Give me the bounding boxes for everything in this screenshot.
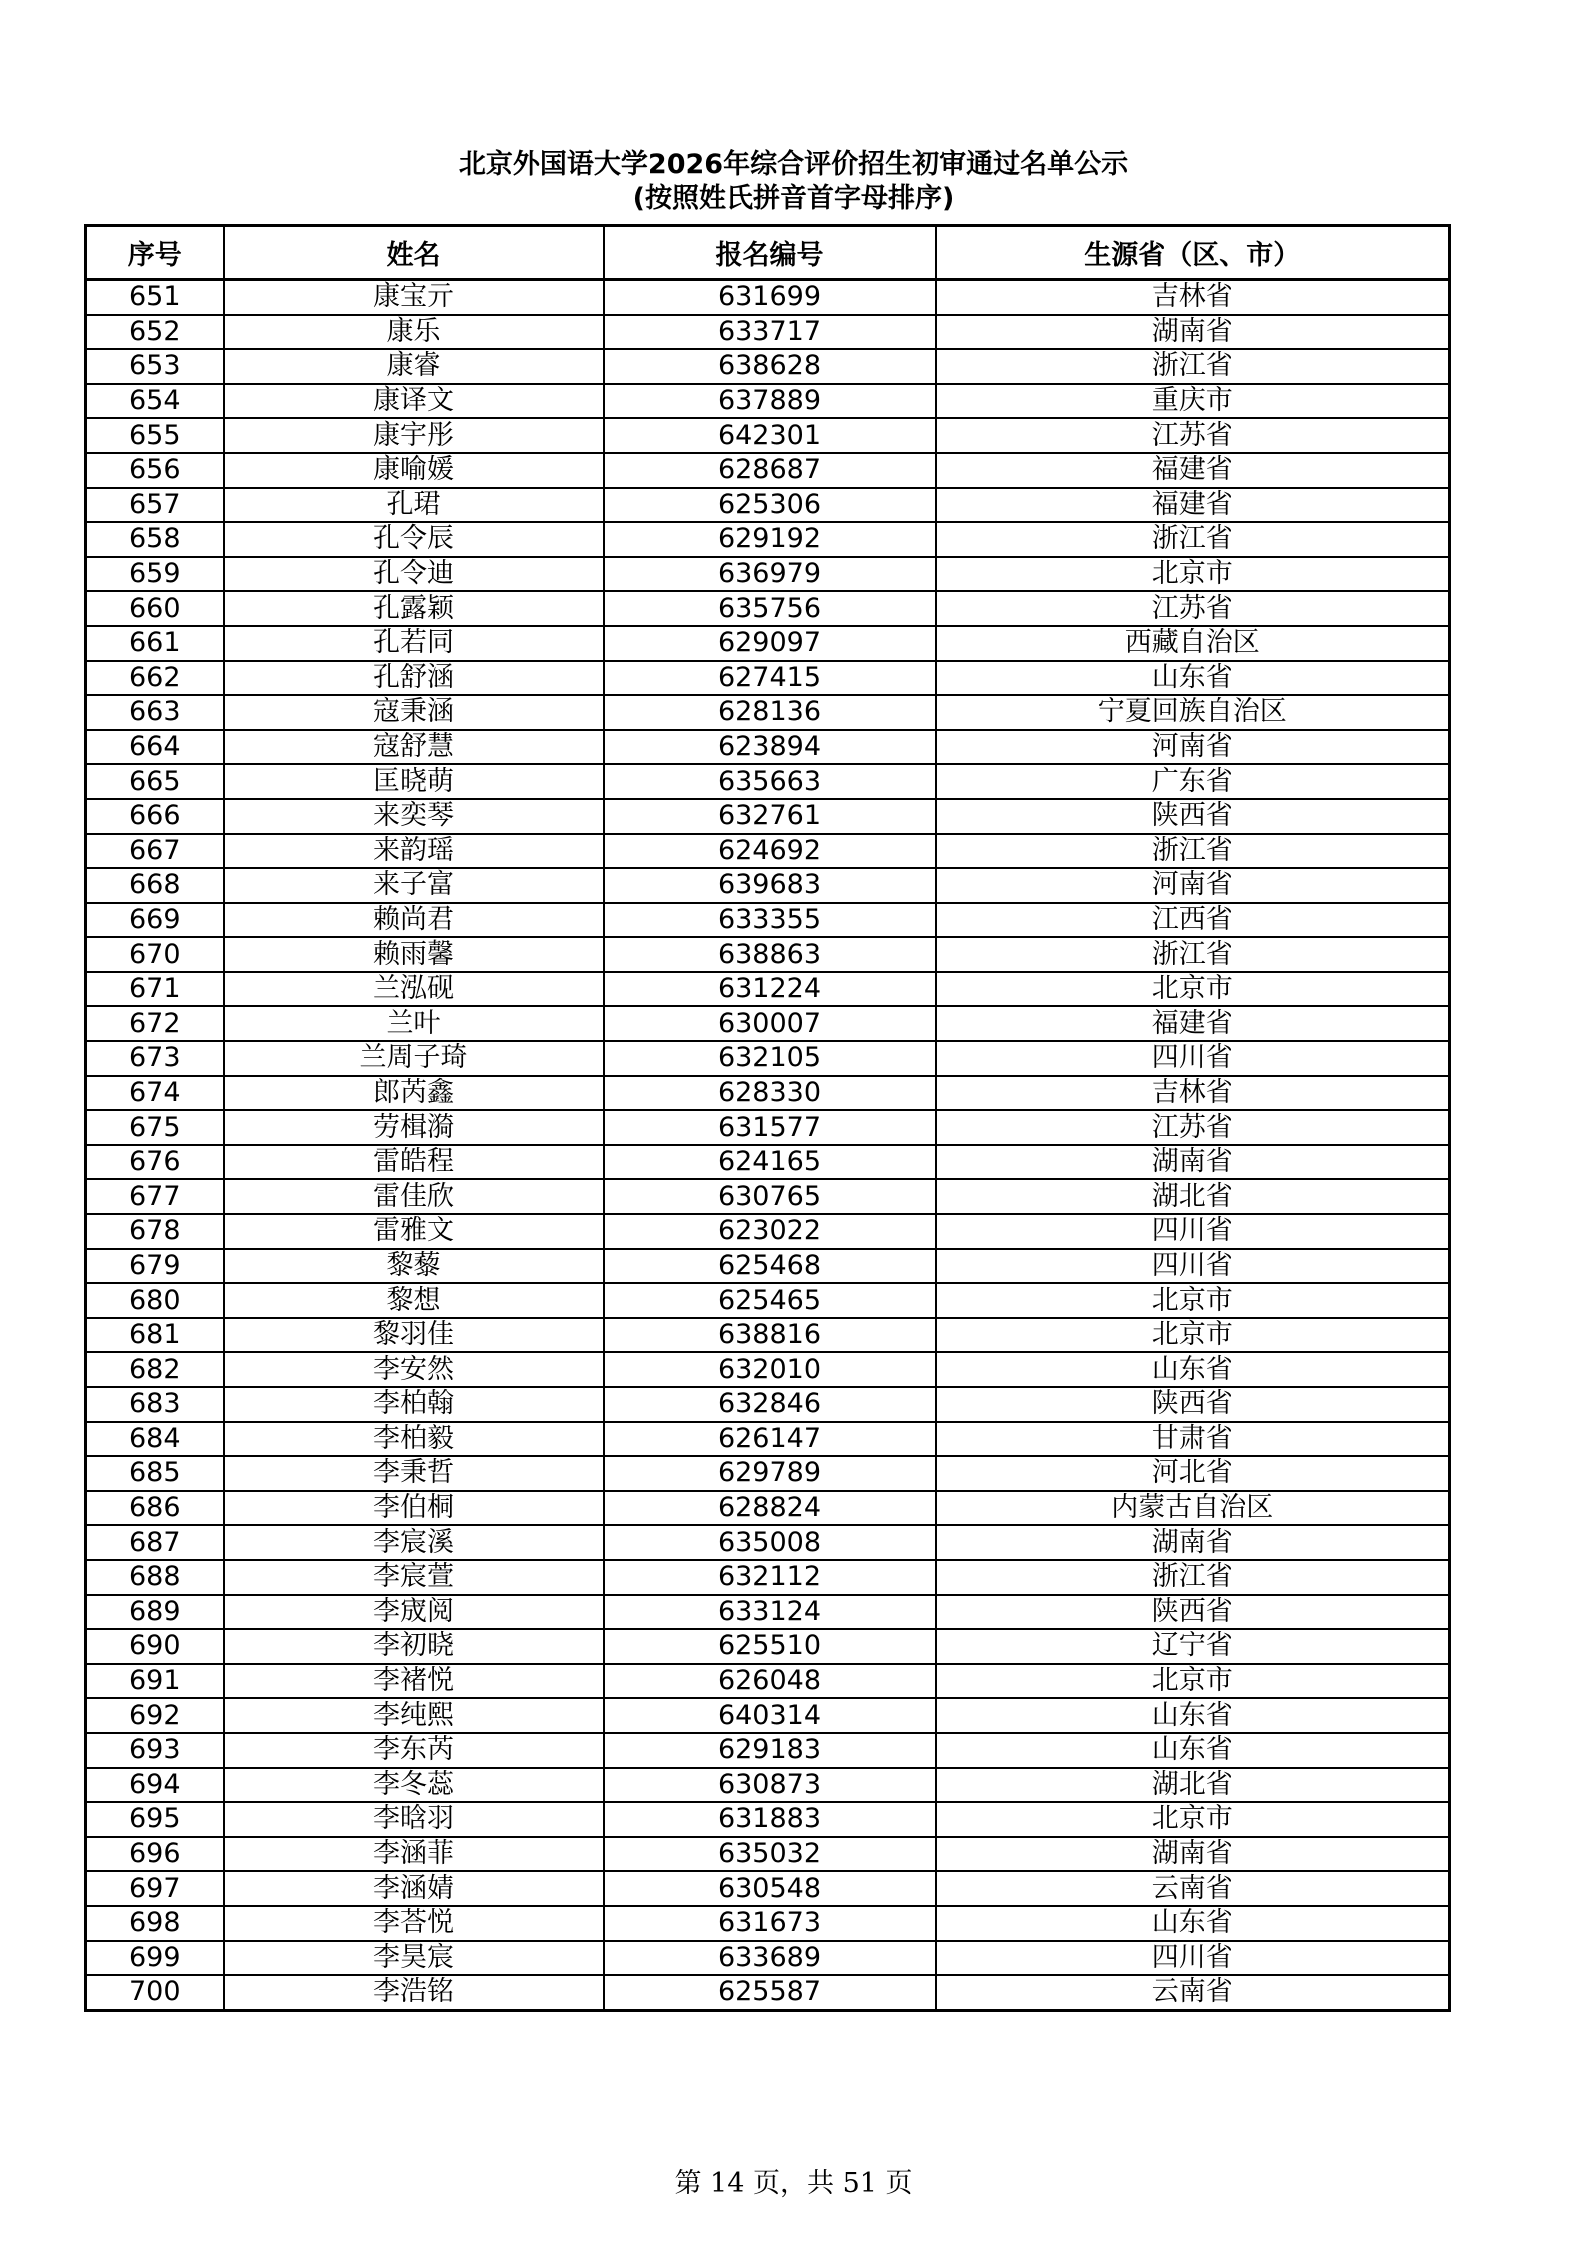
table-row	[86, 1352, 1450, 1387]
cell-province: 山东省	[936, 1733, 1450, 1768]
cell-province: 山东省	[936, 1352, 1450, 1387]
table-row	[86, 384, 1450, 419]
cell-name: 李涵婧	[224, 1871, 604, 1906]
cell-province: 北京市	[936, 1802, 1450, 1837]
table-row	[86, 799, 1450, 834]
cell-province: 河北省	[936, 1456, 1450, 1491]
cell-name: 李宸萱	[224, 1560, 604, 1595]
table-row	[86, 1629, 1450, 1664]
table-row	[86, 349, 1450, 384]
cell-name: 兰泓砚	[224, 972, 604, 1007]
cell-serial: 661	[86, 626, 224, 661]
table-row	[86, 1871, 1450, 1906]
cell-serial: 695	[86, 1802, 224, 1837]
cell-serial: 678	[86, 1214, 224, 1249]
table-row	[86, 1733, 1450, 1768]
cell-registration-id: 630765	[604, 1179, 936, 1214]
cell-name: 赖雨馨	[224, 937, 604, 972]
cell-serial: 673	[86, 1041, 224, 1076]
column-header-name: 姓名	[224, 226, 604, 280]
cell-province: 浙江省	[936, 834, 1450, 869]
table-row	[86, 315, 1450, 350]
cell-name: 来子富	[224, 868, 604, 903]
cell-serial: 694	[86, 1768, 224, 1803]
cell-registration-id: 632846	[604, 1387, 936, 1422]
cell-serial: 674	[86, 1076, 224, 1111]
cell-registration-id: 638816	[604, 1318, 936, 1353]
table-row	[86, 418, 1450, 453]
table-row	[86, 1179, 1450, 1214]
cell-serial: 686	[86, 1491, 224, 1526]
cell-name: 孔露颖	[224, 591, 604, 626]
cell-serial: 693	[86, 1733, 224, 1768]
cell-name: 孔珺	[224, 488, 604, 523]
cell-registration-id: 637889	[604, 384, 936, 419]
table-row	[86, 1249, 1450, 1284]
cell-name: 寇秉涵	[224, 695, 604, 730]
cell-name: 李冬蕊	[224, 1768, 604, 1803]
cell-province: 山东省	[936, 1698, 1450, 1733]
cell-registration-id: 626048	[604, 1664, 936, 1699]
cell-name: 李伯桐	[224, 1491, 604, 1526]
cell-registration-id: 632010	[604, 1352, 936, 1387]
cell-province: 北京市	[936, 1664, 1450, 1699]
cell-name: 康乐	[224, 315, 604, 350]
table-row	[86, 1560, 1450, 1595]
cell-province: 云南省	[936, 1871, 1450, 1906]
cell-name: 赖尚君	[224, 903, 604, 938]
cell-province: 福建省	[936, 453, 1450, 488]
cell-serial: 698	[86, 1906, 224, 1941]
table-row	[86, 626, 1450, 661]
cell-registration-id: 628687	[604, 453, 936, 488]
cell-registration-id: 632761	[604, 799, 936, 834]
cell-name: 雷雅文	[224, 1214, 604, 1249]
table-row	[86, 972, 1450, 1007]
cell-serial: 696	[86, 1837, 224, 1872]
cell-name: 李纯熙	[224, 1698, 604, 1733]
cell-serial: 657	[86, 488, 224, 523]
table-row	[86, 730, 1450, 765]
cell-name: 李安然	[224, 1352, 604, 1387]
cell-serial: 669	[86, 903, 224, 938]
cell-registration-id: 623022	[604, 1214, 936, 1249]
table-row	[86, 1837, 1450, 1872]
cell-province: 福建省	[936, 1006, 1450, 1041]
table-row	[86, 764, 1450, 799]
cell-serial: 685	[86, 1456, 224, 1491]
cell-serial: 670	[86, 937, 224, 972]
table-row	[86, 1283, 1450, 1318]
table-row	[86, 1975, 1450, 2010]
cell-registration-id: 628136	[604, 695, 936, 730]
cell-name: 李初晓	[224, 1629, 604, 1664]
cell-registration-id: 631224	[604, 972, 936, 1007]
table-row	[86, 1491, 1450, 1526]
cell-serial: 700	[86, 1975, 224, 2010]
cell-registration-id: 631577	[604, 1110, 936, 1145]
column-header-serial: 序号	[86, 226, 224, 280]
table-row	[86, 1525, 1450, 1560]
cell-province: 北京市	[936, 1318, 1450, 1353]
cell-registration-id: 625306	[604, 488, 936, 523]
cell-registration-id: 631673	[604, 1906, 936, 1941]
table-row	[86, 834, 1450, 869]
cell-name: 康宇彤	[224, 418, 604, 453]
table-row	[86, 1214, 1450, 1249]
cell-name: 李秉哲	[224, 1456, 604, 1491]
table-row	[86, 1145, 1450, 1180]
cell-name: 李宬阅	[224, 1595, 604, 1630]
cell-serial: 663	[86, 695, 224, 730]
cell-name: 李柏毅	[224, 1422, 604, 1457]
table-row	[86, 1076, 1450, 1111]
cell-serial: 665	[86, 764, 224, 799]
cell-serial: 651	[86, 280, 224, 315]
cell-province: 北京市	[936, 1283, 1450, 1318]
cell-province: 山东省	[936, 1906, 1450, 1941]
cell-serial: 653	[86, 349, 224, 384]
cell-registration-id: 625465	[604, 1283, 936, 1318]
table-row	[86, 557, 1450, 592]
cell-province: 四川省	[936, 1041, 1450, 1076]
cell-province: 湖南省	[936, 1837, 1450, 1872]
cell-registration-id: 627415	[604, 661, 936, 696]
cell-province: 西藏自治区	[936, 626, 1450, 661]
cell-province: 四川省	[936, 1249, 1450, 1284]
cell-serial: 699	[86, 1941, 224, 1976]
cell-serial: 659	[86, 557, 224, 592]
cell-province: 辽宁省	[936, 1629, 1450, 1664]
cell-name: 雷佳欣	[224, 1179, 604, 1214]
cell-name: 来奕琴	[224, 799, 604, 834]
cell-serial: 697	[86, 1871, 224, 1906]
cell-registration-id: 628330	[604, 1076, 936, 1111]
cell-registration-id: 638863	[604, 937, 936, 972]
cell-registration-id: 633717	[604, 315, 936, 350]
cell-registration-id: 629789	[604, 1456, 936, 1491]
table-row	[86, 453, 1450, 488]
cell-serial: 655	[86, 418, 224, 453]
cell-name: 李涵菲	[224, 1837, 604, 1872]
cell-province: 湖北省	[936, 1179, 1450, 1214]
table-row	[86, 1456, 1450, 1491]
table-row	[86, 1698, 1450, 1733]
cell-province: 山东省	[936, 661, 1450, 696]
cell-registration-id: 639683	[604, 868, 936, 903]
cell-serial: 688	[86, 1560, 224, 1595]
cell-registration-id: 631883	[604, 1802, 936, 1837]
cell-serial: 664	[86, 730, 224, 765]
cell-name: 黎想	[224, 1283, 604, 1318]
cell-province: 陕西省	[936, 799, 1450, 834]
cell-registration-id: 640314	[604, 1698, 936, 1733]
cell-province: 北京市	[936, 972, 1450, 1007]
cell-registration-id: 635663	[604, 764, 936, 799]
table-row	[86, 1006, 1450, 1041]
cell-province: 湖南省	[936, 1525, 1450, 1560]
cell-name: 来韵瑶	[224, 834, 604, 869]
cell-province: 吉林省	[936, 1076, 1450, 1111]
cell-serial: 691	[86, 1664, 224, 1699]
cell-province: 江苏省	[936, 1110, 1450, 1145]
cell-registration-id: 630007	[604, 1006, 936, 1041]
table-row	[86, 1318, 1450, 1353]
cell-serial: 671	[86, 972, 224, 1007]
cell-serial: 675	[86, 1110, 224, 1145]
cell-registration-id: 623894	[604, 730, 936, 765]
cell-registration-id: 624692	[604, 834, 936, 869]
cell-serial: 679	[86, 1249, 224, 1284]
table-row	[86, 522, 1450, 557]
cell-registration-id: 635008	[604, 1525, 936, 1560]
cell-province: 福建省	[936, 488, 1450, 523]
cell-name: 康喻媛	[224, 453, 604, 488]
cell-serial: 658	[86, 522, 224, 557]
cell-registration-id: 632112	[604, 1560, 936, 1595]
cell-province: 湖北省	[936, 1768, 1450, 1803]
table-row	[86, 1768, 1450, 1803]
cell-registration-id: 625587	[604, 1975, 936, 2010]
cell-serial: 666	[86, 799, 224, 834]
table-row	[86, 903, 1450, 938]
document-title: 北京外国语大学2026年综合评价招生初审通过名单公示	[458, 149, 1129, 180]
cell-serial: 672	[86, 1006, 224, 1041]
cell-serial: 690	[86, 1629, 224, 1664]
cell-registration-id: 636979	[604, 557, 936, 592]
cell-serial: 692	[86, 1698, 224, 1733]
cell-registration-id: 631699	[604, 280, 936, 315]
cell-name: 兰周子琦	[224, 1041, 604, 1076]
cell-serial: 680	[86, 1283, 224, 1318]
table-row	[86, 1422, 1450, 1457]
cell-province: 北京市	[936, 557, 1450, 592]
cell-registration-id: 624165	[604, 1145, 936, 1180]
cell-name: 李宸溪	[224, 1525, 604, 1560]
cell-name: 黎羽佳	[224, 1318, 604, 1353]
table-body	[86, 280, 1450, 2011]
table-row	[86, 695, 1450, 730]
cell-registration-id: 632105	[604, 1041, 936, 1076]
cell-name: 李柏翰	[224, 1387, 604, 1422]
table-row	[86, 1802, 1450, 1837]
cell-serial: 684	[86, 1422, 224, 1457]
table-header-row	[86, 226, 1450, 280]
table-row	[86, 1664, 1450, 1699]
cell-serial: 668	[86, 868, 224, 903]
cell-province: 湖南省	[936, 315, 1450, 350]
cell-name: 李晗羽	[224, 1802, 604, 1837]
cell-registration-id: 629097	[604, 626, 936, 661]
cell-serial: 689	[86, 1595, 224, 1630]
cell-province: 浙江省	[936, 937, 1450, 972]
cell-registration-id: 630548	[604, 1871, 936, 1906]
cell-province: 甘肃省	[936, 1422, 1450, 1457]
cell-serial: 687	[86, 1525, 224, 1560]
cell-name: 孔令辰	[224, 522, 604, 557]
cell-name: 寇舒慧	[224, 730, 604, 765]
cell-province: 浙江省	[936, 349, 1450, 384]
cell-province: 四川省	[936, 1941, 1450, 1976]
cell-province: 河南省	[936, 868, 1450, 903]
admission-list-table	[84, 224, 1451, 2012]
cell-serial: 667	[86, 834, 224, 869]
cell-registration-id: 633355	[604, 903, 936, 938]
table-row	[86, 1110, 1450, 1145]
cell-province: 云南省	[936, 1975, 1450, 2010]
cell-registration-id: 625510	[604, 1629, 936, 1664]
cell-registration-id: 635032	[604, 1837, 936, 1872]
table-row	[86, 937, 1450, 972]
cell-name: 康译文	[224, 384, 604, 419]
cell-serial: 654	[86, 384, 224, 419]
cell-serial: 683	[86, 1387, 224, 1422]
table-row	[86, 868, 1450, 903]
column-header-registration-id: 报名编号	[604, 226, 936, 280]
cell-registration-id: 633689	[604, 1941, 936, 1976]
cell-province: 浙江省	[936, 1560, 1450, 1595]
cell-name: 李浩铭	[224, 1975, 604, 2010]
page-number: 第 14 页，共 51 页	[674, 2168, 913, 2199]
cell-name: 郎芮鑫	[224, 1076, 604, 1111]
cell-registration-id: 630873	[604, 1768, 936, 1803]
cell-registration-id: 626147	[604, 1422, 936, 1457]
cell-registration-id: 638628	[604, 349, 936, 384]
cell-registration-id: 633124	[604, 1595, 936, 1630]
table-row	[86, 591, 1450, 626]
cell-province: 浙江省	[936, 522, 1450, 557]
column-header-province: 生源省（区、市）	[936, 226, 1450, 280]
cell-registration-id: 628824	[604, 1491, 936, 1526]
cell-name: 兰叶	[224, 1006, 604, 1041]
cell-province: 江苏省	[936, 591, 1450, 626]
cell-serial: 660	[86, 591, 224, 626]
cell-name: 孔令迪	[224, 557, 604, 592]
cell-serial: 681	[86, 1318, 224, 1353]
cell-province: 江西省	[936, 903, 1450, 938]
cell-name: 雷皓程	[224, 1145, 604, 1180]
cell-province: 陕西省	[936, 1595, 1450, 1630]
cell-name: 李东芮	[224, 1733, 604, 1768]
cell-name: 李昊宸	[224, 1941, 604, 1976]
cell-serial: 652	[86, 315, 224, 350]
cell-name: 康睿	[224, 349, 604, 384]
document-subtitle: (按照姓氏拼音首字母排序)	[632, 183, 955, 214]
cell-serial: 682	[86, 1352, 224, 1387]
cell-serial: 676	[86, 1145, 224, 1180]
cell-serial: 677	[86, 1179, 224, 1214]
table-row	[86, 488, 1450, 523]
cell-province: 江苏省	[936, 418, 1450, 453]
cell-name: 孔舒涵	[224, 661, 604, 696]
cell-province: 吉林省	[936, 280, 1450, 315]
cell-province: 河南省	[936, 730, 1450, 765]
cell-province: 陕西省	[936, 1387, 1450, 1422]
cell-name: 孔若同	[224, 626, 604, 661]
cell-province: 湖南省	[936, 1145, 1450, 1180]
cell-serial: 662	[86, 661, 224, 696]
table-row	[86, 280, 1450, 315]
cell-registration-id: 642301	[604, 418, 936, 453]
cell-name: 李褚悦	[224, 1664, 604, 1699]
cell-province: 广东省	[936, 764, 1450, 799]
cell-registration-id: 635756	[604, 591, 936, 626]
cell-province: 宁夏回族自治区	[936, 695, 1450, 730]
table-row	[86, 661, 1450, 696]
cell-name: 李荅悦	[224, 1906, 604, 1941]
table-row	[86, 1041, 1450, 1076]
cell-province: 重庆市	[936, 384, 1450, 419]
cell-province: 内蒙古自治区	[936, 1491, 1450, 1526]
cell-registration-id: 629183	[604, 1733, 936, 1768]
cell-serial: 656	[86, 453, 224, 488]
table-row	[86, 1941, 1450, 1976]
cell-name: 黎藜	[224, 1249, 604, 1284]
table-row	[86, 1906, 1450, 1941]
cell-name: 康宝亓	[224, 280, 604, 315]
cell-registration-id: 625468	[604, 1249, 936, 1284]
cell-registration-id: 629192	[604, 522, 936, 557]
table-row	[86, 1595, 1450, 1630]
cell-name: 劳楫漪	[224, 1110, 604, 1145]
cell-name: 匡晓萌	[224, 764, 604, 799]
cell-province: 四川省	[936, 1214, 1450, 1249]
table-row	[86, 1387, 1450, 1422]
